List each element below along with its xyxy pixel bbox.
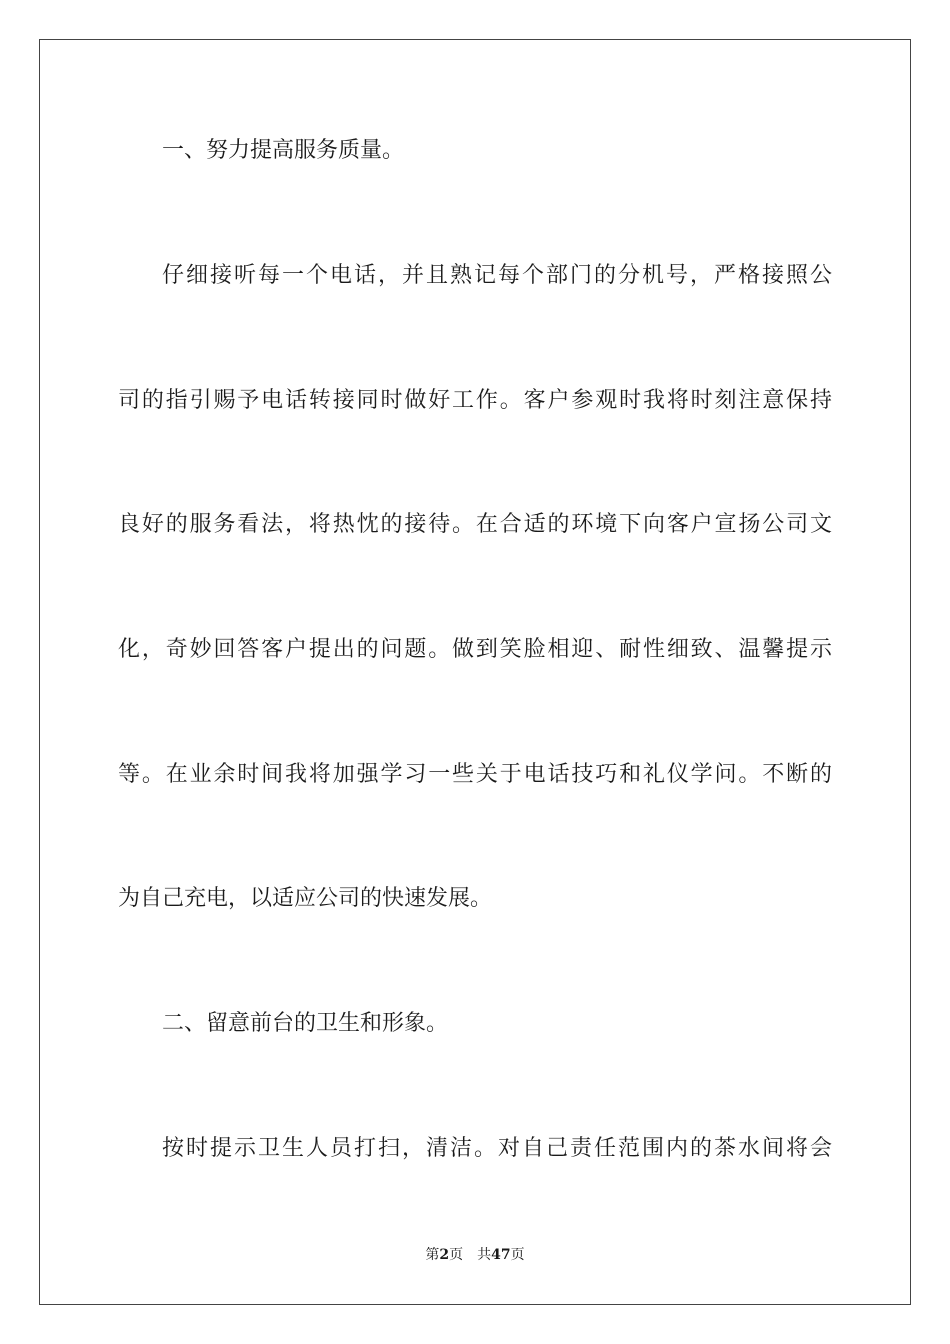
footer-total-pages: 47 — [491, 1247, 511, 1263]
footer-page-prefix: 第 — [425, 1247, 440, 1263]
footer-page-suffix: 页 — [449, 1247, 464, 1263]
page-border — [39, 39, 911, 1305]
section-heading-1: 一、努力提高服务质量。 — [162, 138, 405, 163]
paragraph-line: 司的指引赐予电话转接同时做好工作。客户参观时我将时刻注意保持 — [118, 388, 832, 413]
page-footer — [0, 1245, 950, 1265]
paragraph-line: 按时提示卫生人员打扫，清洁。对自己责任范围内的茶水间将会 — [162, 1136, 832, 1161]
footer-page-number: 2 — [439, 1247, 450, 1263]
paragraph-line: 化，奇妙回答客户提出的问题。做到笑脸相迎、耐性细致、温馨提示 — [118, 637, 832, 662]
paragraph-line: 良好的服务看法，将热忱的接待。在合适的环境下向客户宣扬公司文 — [118, 512, 832, 537]
paragraph-line: 仔细接听每一个电话，并且熟记每个部门的分机号，严格接照公 — [162, 263, 832, 288]
paragraph-line: 等。在业余时间我将加强学习一些关于电话技巧和礼仪学问。不断的 — [118, 762, 832, 787]
section-heading-2: 二、留意前台的卫生和形象。 — [162, 1011, 449, 1036]
footer-total-suffix: 页 — [510, 1247, 525, 1263]
footer-total-prefix: 共 — [477, 1247, 492, 1263]
paragraph-line: 为自己充电，以适应公司的快速发展。 — [118, 886, 493, 911]
